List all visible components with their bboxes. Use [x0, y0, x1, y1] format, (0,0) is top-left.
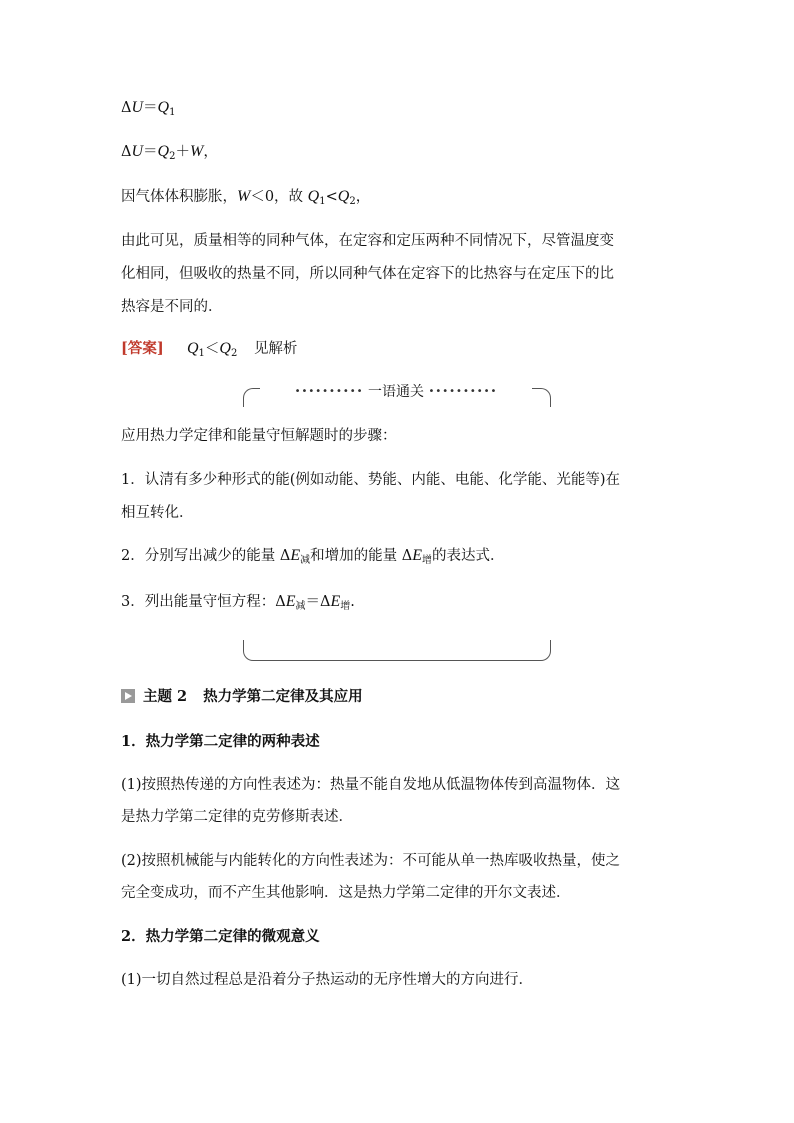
section-1-p2b: 完全变成功，而不产生其他影响．这是热力学第二定律的开尔文表述． [121, 885, 571, 901]
topic-header: 主题 2 热力学第二定律及其应用 [121, 687, 363, 707]
summary-intro: 应用热力学定律和能量守恒解题时的步骤： [121, 428, 397, 444]
section-1-p1a: (1)按照热传递的方向性表述为：热量不能自发地从低温物体传到高温物体．这 [121, 777, 621, 793]
equation-1: $\Delta U=Q_1$ [121, 99, 176, 118]
conclusion-line-2: 化相同，但吸收的热量不同，所以同种气体在定容下的比热容与在定压下的比 [121, 266, 614, 282]
section-1-p1b: 是热力学第二定律的克劳修斯表述． [121, 809, 353, 825]
summary-title: •••••••••• 一语通关 •••••••••• [260, 381, 532, 401]
play-triangle-icon [121, 689, 135, 703]
section-2-heading: 2．热力学第二定律的微观意义 [121, 928, 320, 945]
equation-2: $\Delta U=Q_2+W$， [121, 143, 218, 162]
section-1-p2a: (2)按照机械能与内能转化的方向性表述为：不可能从单一热库吸收热量，使之 [121, 853, 621, 869]
answer-tag: [答案] [121, 340, 164, 357]
section-1-heading: 1．热力学第二定律的两种表述 [121, 733, 320, 750]
section-2-p1: (1)一切自然过程总是沿着分子热运动的无序性增大的方向进行． [121, 972, 534, 988]
summary-step-3: 3．列出能量守恒方程：$\Delta E_减=\Delta E_增$. [121, 593, 355, 612]
conclusion-line-1: 由此可见，质量相等的同种气体，在定容和定压两种不同情况下，尽管温度变 [121, 233, 614, 249]
summary-step-2: 2．分别写出减少的能量 $\Delta E_减$和增加的能量 $\Delta E_增$的表达式． [121, 547, 505, 566]
reason-line: 因气体体积膨胀，W＜0，故 $Q_1<Q_2$， [121, 188, 371, 207]
summary-step-1a: 1．认清有多少种形式的能(例如动能、势能、内能、电能、化学能、光能等)在 [121, 472, 621, 488]
conclusion-line-3: 热容是不同的． [121, 299, 223, 315]
answer-line: [答案] $Q_1<Q_2$ 见解析 [121, 340, 298, 359]
summary-step-1b: 相互转化． [121, 505, 194, 521]
summary-box-bottom [243, 640, 551, 661]
